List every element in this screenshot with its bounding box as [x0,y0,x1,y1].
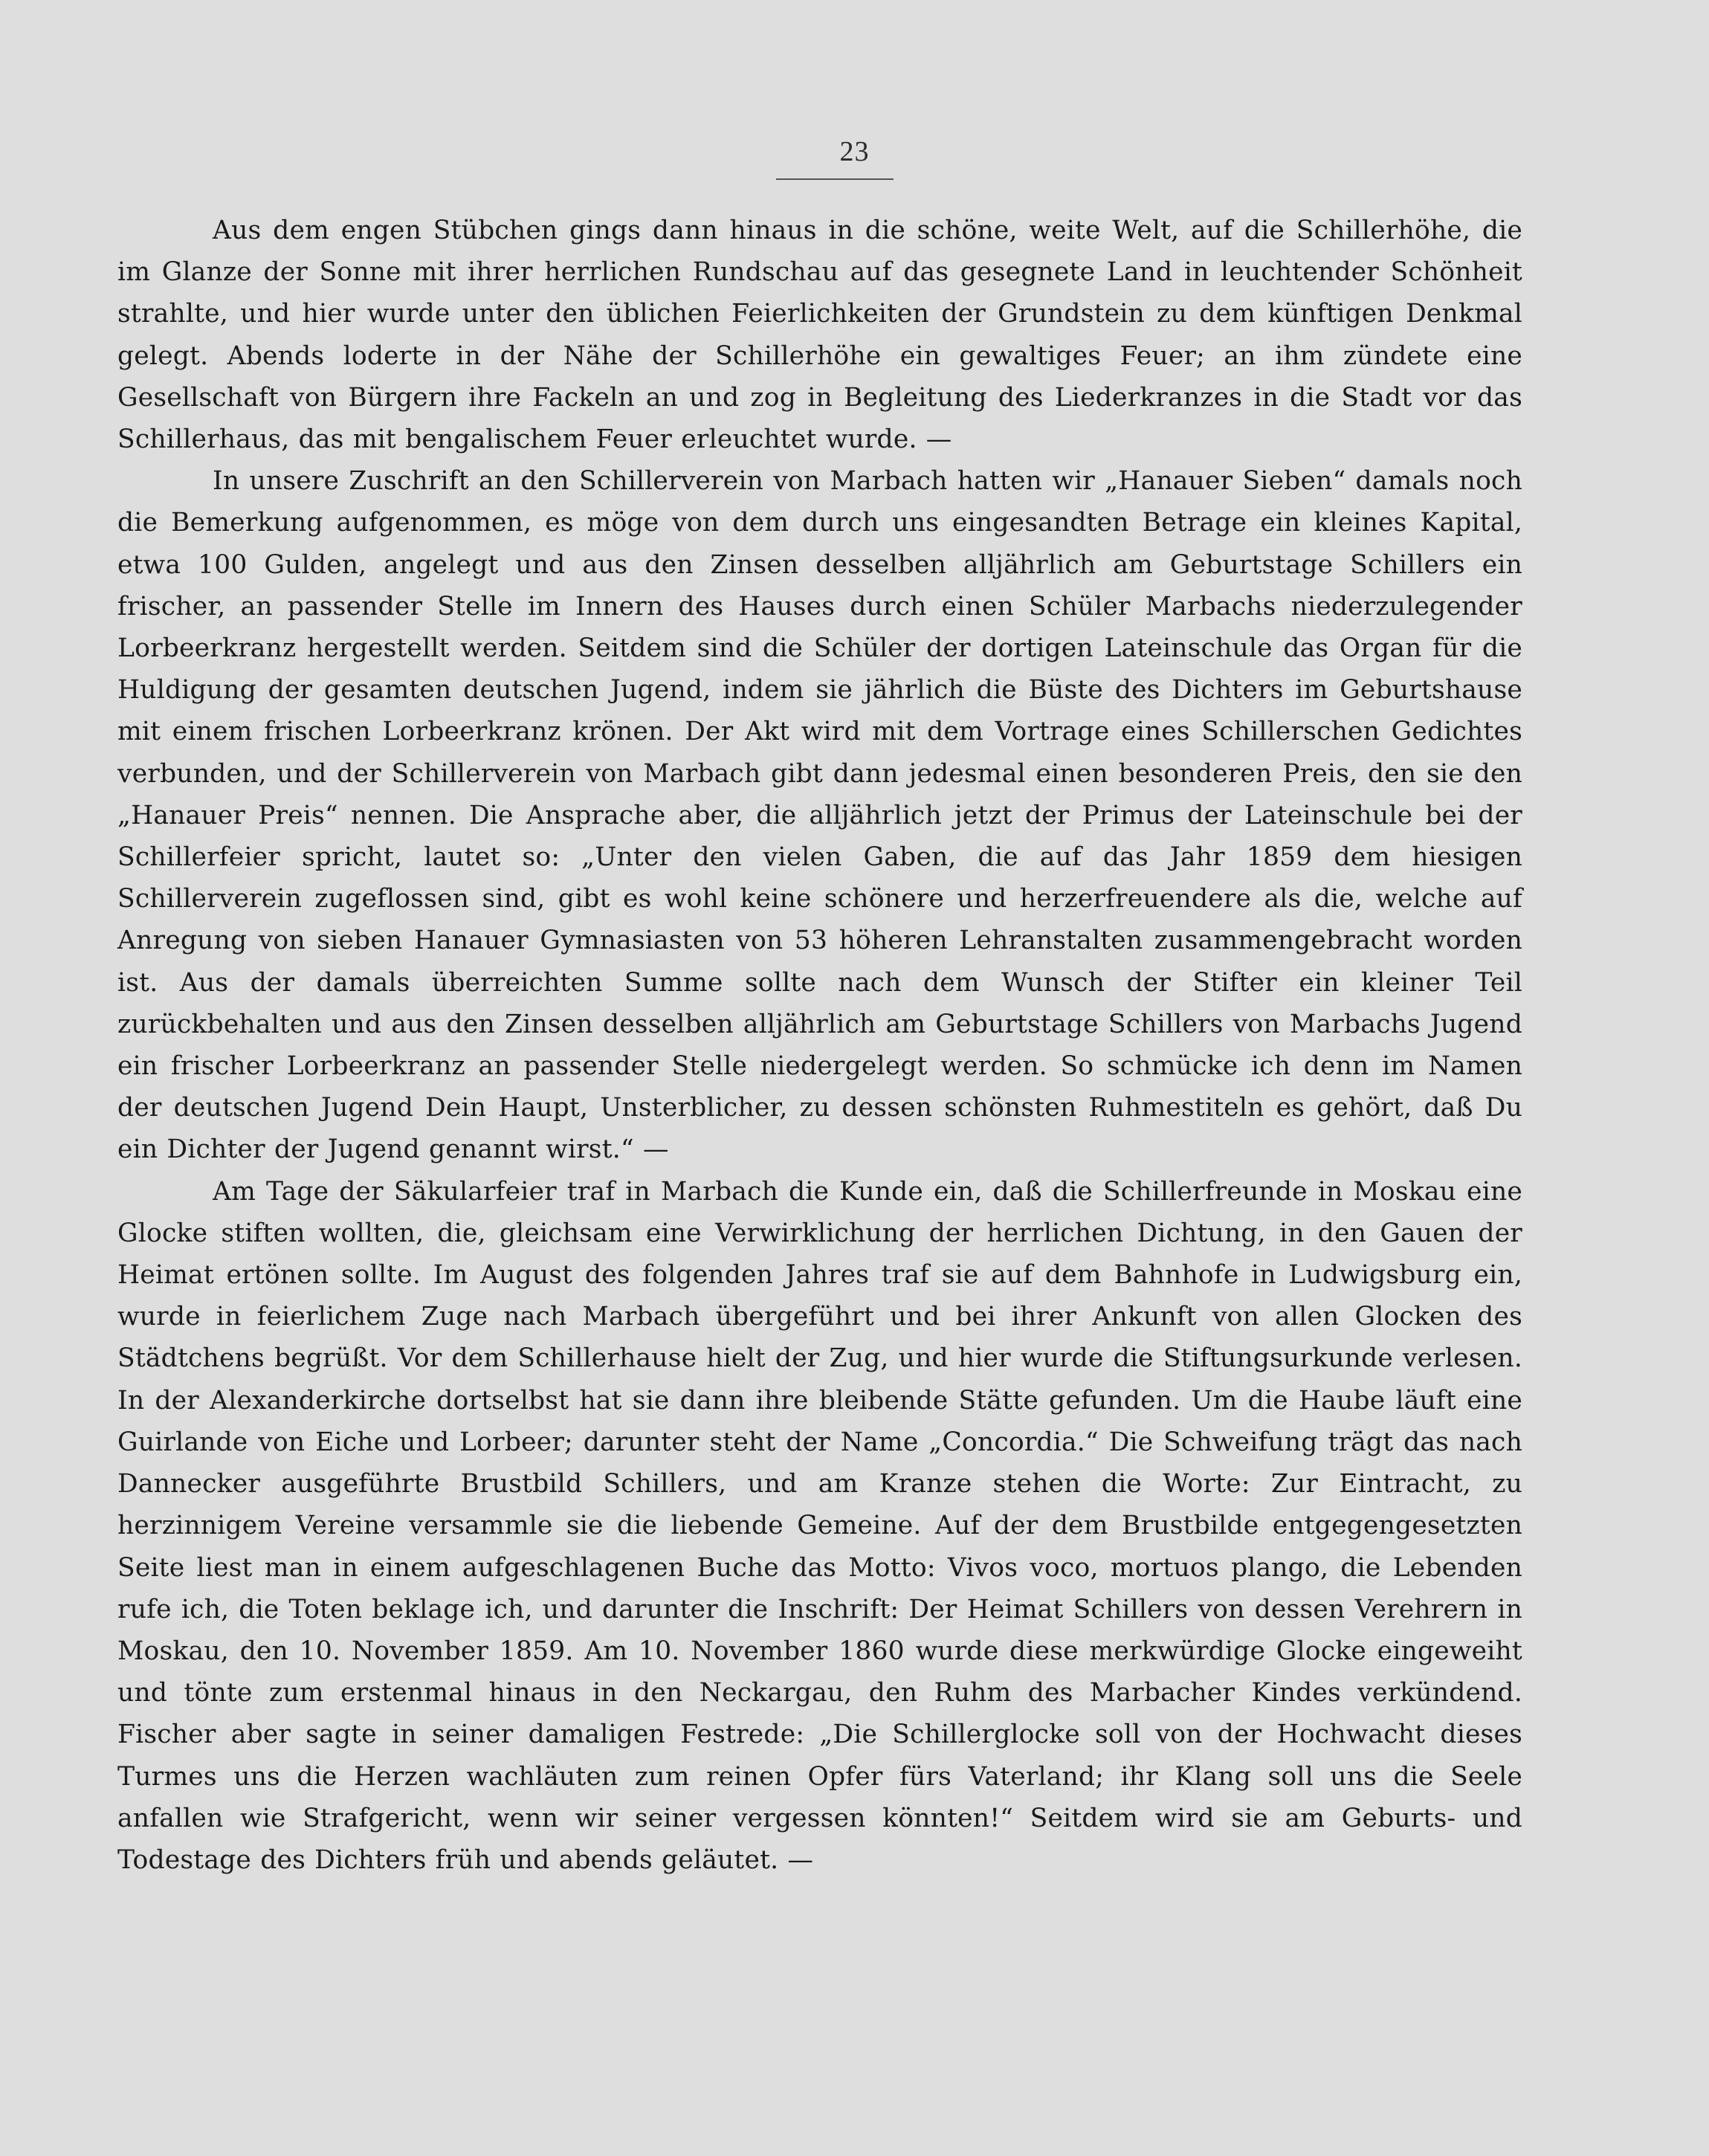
paragraph-schillerhoehe: Aus dem engen Stübchen gings dann hinaus in die schöne, weite Welt, auf die Schillerhöhe, die im Glanze der Sonne mit ihrer herrlichen Rundschau auf das gesegnete Land in leuchtender Schönheit strahlte, und hier wurde unter den üblichen Feierlichkeiten der Grundstein zu dem künftigen Denkmal gelegt. Abends loderte in der Nähe der Schillerhöhe ein gewaltiges Feuer; an ihm zündete eine Gesellschaft von Bürgern ihre Fackeln an und zog in Begleitung des Liederkranzes in die Stadt vor das Schillerhaus, das mit bengalischem Feuer erleuchtet wurde. — [117,216,1522,455]
page-number: 23 [839,136,870,167]
body-text [117,210,1522,1881]
paragraph-schillerglocke: Am Tage der Säkularfeier traf in Marbach die Kunde ein, daß die Schillerfreunde in Moskau eine Glocke stiften wollten, die, gleichsam eine Verwirklichung der herrlichen Dichtung, in den Gauen der Heimat ertönen sollte. Im August des folgenden Jahres traf sie auf dem Bahnhofe in Ludwigsburg ein, wurde in feierlichem Zuge nach Marbach übergeführt und bei ihrer Ankunft von allen Glocken des Städtchens begrüßt. Vor dem Schillerhause hielt der Zug, und hier wurde die Stiftungsurkunde verlesen. In der Alexanderkirche dortselbst hat sie dann ihre bleibende Stätte gefunden. Um die Haube läuft eine Guirlande von Eiche und Lorbeer; darunter steht der Name „Concordia.“ Die Schweifung trägt das nach Dannecker ausgeführte Brustbild Schillers, und am Kranze stehen die Worte: Zur Eintracht, zu herzinnigem Vereine versammle sie die liebende Gemeine. Auf der dem Brustbilde entgegengesetzten Seite liest man in einem aufgeschlagenen Buche das Motto: Vivos voco, mortuos plango, die Lebenden rufe ich, die Toten beklage ich, und darunter die Inschrift: Der Heimat Schillers von dessen Verehrern in Moskau, den 10. November 1859. Am 10. November 1860 wurde diese merkwürdige Glocke eingeweiht und tönte zum erstenmal hinaus in den Neckargau, den Ruhm des Marbacher Kindes verkündend. Fischer aber sagte in seiner damaligen Festrede: „Die Schillerglocke soll von der Hochwacht dieses Turmes uns die Herzen wachläuten zum reinen Opfer fürs Vaterland; ihr Klang soll uns die Seele anfallen wie Strafgericht, wenn wir seiner vergessen könnten!“ Seitdem wird sie am Geburts- und Todestage des Dichters früh und abends geläutet. — [117,1176,1522,1875]
paragraph-hanauer-preis: In unsere Zuschrift an den Schillerverein von Marbach hatten wir „Hanauer Sieben“ damals noch die Bemerkung aufgenommen, es möge von dem durch uns eingesandten Betrage ein kleines Kapital, etwa 100 Gulden, angelegt und aus den Zinsen desselben alljährlich am Geburtstage Schillers ein frischer, an passender Stelle im Innern des Hauses durch einen Schüler Marbachs niederzulegender Lorbeerkranz hergestellt werden. Seitdem sind die Schüler der dortigen Lateinschule das Organ für die Huldigung der gesamten deutschen Jugend, indem sie jährlich die Büste des Dichters im Geburtshause mit einem frischen Lorbeerkranz krönen. Der Akt wird mit dem Vortrage eines Schillerschen Gedichtes verbunden, und der Schillerverein von Marbach gibt dann jedesmal einen besonderen Preis, den sie den „Hanauer Preis“ nennen. Die Ansprache aber, die alljährlich jetzt der Primus der Lateinschule bei der Schillerfeier spricht, lautet so: „Unter den vielen Gaben, die auf das Jahr 1859 dem hiesigen Schillerverein zugeflossen sind, gibt es wohl keine schönere und herzerfreuendere als die, welche auf Anregung von sieben Hanauer Gymnasiasten von 53 höheren Lehranstalten zusammengebracht worden ist. Aus der damals überreichten Summe sollte nach dem Wunsch der Stifter ein kleiner Teil zurückbehalten und aus den Zinsen desselben alljährlich am Geburtstage Schillers von Marbachs Jugend ein frischer Lorbeerkranz an passender Stelle niedergelegt werden. So schmücke ich denn im Namen der deutschen Jugend Dein Haupt, Unsterblicher, zu dessen schönsten Ruhmestiteln es gehört, daß Du ein Dichter der Jugend genannt wirst.“ — [117,466,1522,1165]
page-number-rule [776,178,894,180]
